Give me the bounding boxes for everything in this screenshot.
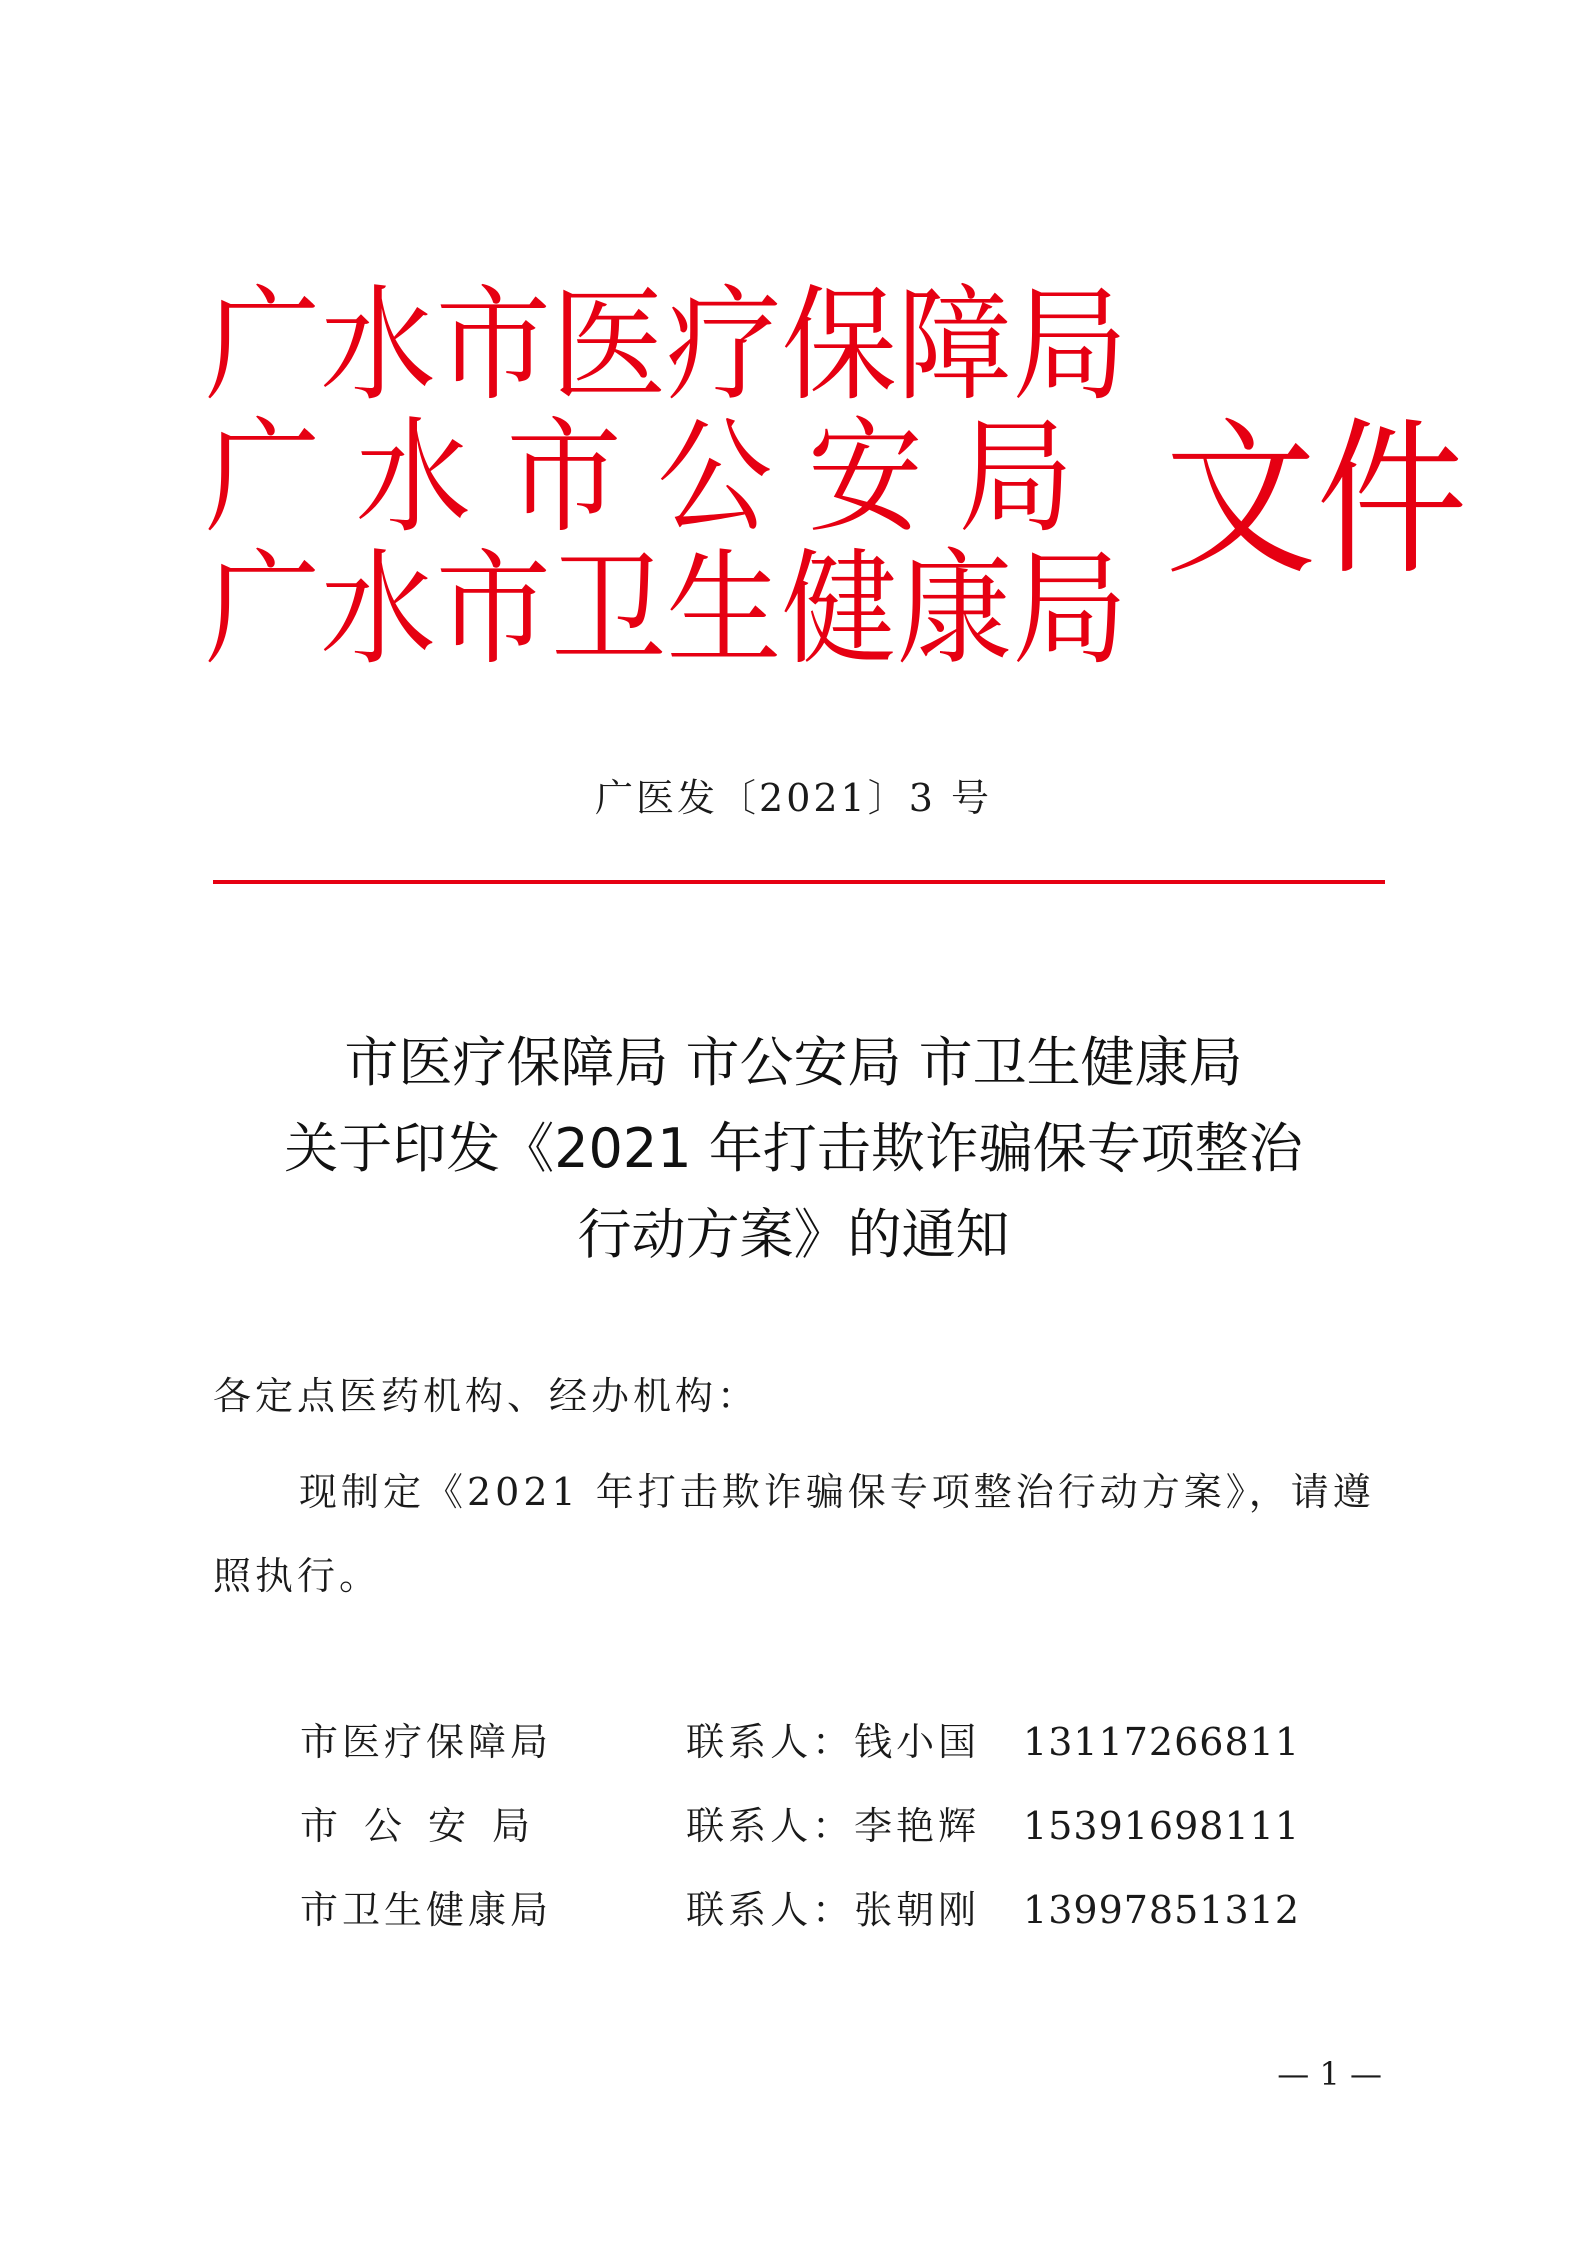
contact-phone: 15391698111 (1023, 1804, 1300, 1848)
title-line-2: 关于印发《2021 年打击欺诈骗保专项整治 (284, 1117, 1303, 1180)
masthead-issuer-health: 广水市卫生健康局 (205, 538, 1128, 682)
contact-label: 联系人： (686, 1720, 855, 1764)
contact-org: 市公安局 (300, 1804, 557, 1848)
masthead-issuers (205, 274, 1145, 682)
contact-label: 联系人： (686, 1888, 855, 1932)
contact-phone: 13117266811 (1023, 1720, 1300, 1764)
title-line-1: 市医疗保障局 市公安局 市卫生健康局 (344, 1031, 1243, 1094)
page-number: — 1 — (1277, 2055, 1382, 2093)
contact-name: 张朝刚 (854, 1888, 981, 1932)
masthead-suffix: 文件 (1165, 402, 1468, 598)
masthead-issuer-medical-security: 广水市医疗保障局 (205, 274, 1128, 418)
red-masthead (205, 274, 1468, 700)
contact-list (300, 1700, 1300, 1952)
document-number: 广医发〔2021〕3 号 (595, 776, 992, 820)
contact-label: 联系人： (686, 1804, 855, 1848)
contact-row (300, 1868, 1300, 1952)
document-title (0, 1020, 1587, 1278)
contact-org: 市卫生健康局 (300, 1888, 553, 1932)
contact-name: 李艳辉 (854, 1804, 981, 1848)
title-line-3: 行动方案》的通知 (577, 1203, 1010, 1266)
contact-name: 钱小国 (854, 1720, 981, 1764)
contact-phone: 13997851312 (1023, 1888, 1300, 1932)
body-paragraph: 现制定《2021 年打击欺诈骗保专项整治行动方案》，请遵照执行。 (213, 1470, 1375, 1598)
contact-row (300, 1784, 1300, 1868)
red-divider-line (213, 880, 1385, 884)
contact-row (300, 1700, 1300, 1784)
masthead-issuer-public-security: 广水市公安局 (205, 406, 1109, 550)
contact-org: 市医疗保障局 (300, 1720, 553, 1764)
salutation: 各定点医药机构、经办机构： (213, 1374, 760, 1418)
